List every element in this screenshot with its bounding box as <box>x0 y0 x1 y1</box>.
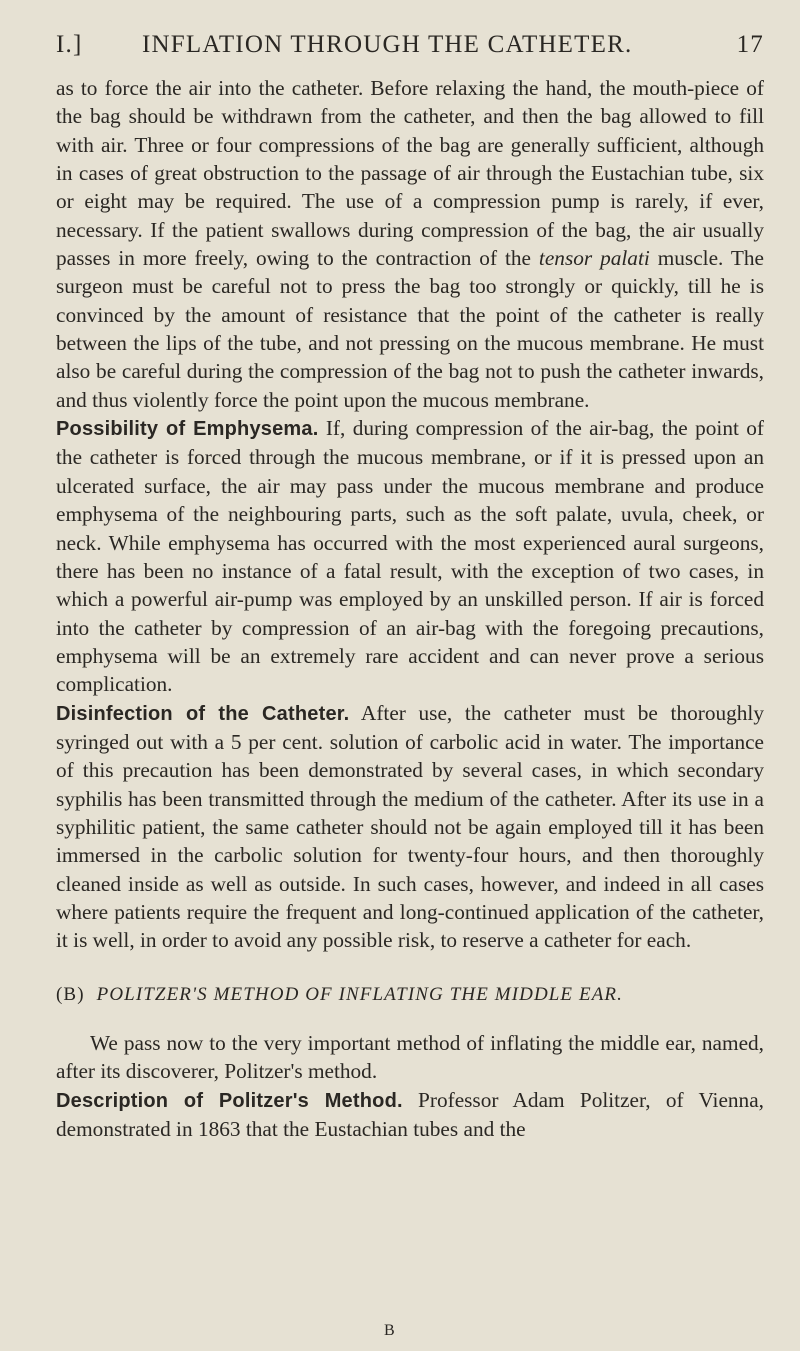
side-heading-disinfection: Disinfection of the Catheter. <box>56 702 350 725</box>
side-heading-politzer: Description of Politzer's Method. <box>56 1089 403 1112</box>
paragraph-text: After use, the catheter must be thoroughly syringed out with a 5 per cent. solution of carbolic acid in water. The importance of this precaution has been demonstrated by several cases, in which secondary syphilis has been transmitted through the medium of the catheter. After its use in a syphilitic patient, the same catheter should not be again employed till it has been immersed in the carbolic solution for twenty-four hours, and then thoroughly cleaned inside as well as outside. In such cases, however, and indeed in all cases where patients require the frequent and long-continued application of the catheter, it is well, in order to avoid any possible risk, to reserve a catheter for each. <box>56 700 764 953</box>
section-number: I.] <box>56 31 83 58</box>
body-text <box>56 74 764 1143</box>
paragraph-inflation-technique <box>56 74 764 414</box>
page-number: 17 <box>736 31 764 58</box>
running-title: INFLATION THROUGH THE CATHETER. <box>142 31 633 58</box>
paragraph-text-end: muscle. The surgeon must be careful not to press the bag too strongly or quickly, till he is convinced by the amount of resistance that the point of the catheter is really between the lips of the tube, and not pressing on the mucous membrane. He must also be careful during the compression of the bag not to push the catheter inwards, and thus violently force the point upon the mucous membrane. <box>56 246 764 412</box>
subsection-label: (B) <box>56 983 85 1005</box>
printer-signature: B <box>384 1322 396 1339</box>
paragraph-politzer-intro <box>56 1029 764 1086</box>
paragraph-text: Professor Adam Politzer, of Vienna, demonstrated in 1863 that the Eustachian tubes and the <box>56 1087 764 1142</box>
running-header <box>56 28 764 62</box>
side-heading-emphysema: Possibility of Emphysema. <box>56 418 319 441</box>
paragraph-emphysema <box>56 414 764 698</box>
paragraph-politzer-description <box>56 1086 764 1144</box>
italic-term: tensor palati <box>538 246 650 271</box>
paragraph-text: If, during compression of the air-bag, the point of the catheter is forced through the mucous membrane, or if it is pressed upon an ulcerated surface, the air may pass under the mucous membrane and produce emphysema of the neighbouring parts, such as the soft palate, uvula, cheek, or neck. While emphysema has occurred with the most experienced aural surgeons, there has been no instance of a fatal result, with the exception of two cases, in which a powerful air-pump was employed by an unskilled person. If air is forced into the catheter by compression of an air-bag with the foregoing precautions, emphysema will be an extremely rare accident and can never prove a serious complication. <box>56 416 764 697</box>
subsection-title: POLITZER'S METHOD OF INFLATING THE MIDDLE EAR. <box>96 983 623 1005</box>
subsection-heading <box>56 981 764 1009</box>
paragraph-text: We pass now to the very important method of inflating the middle ear, named, after its discoverer, Politzer's method. <box>56 1031 764 1084</box>
paragraph-text: as to force the air into the catheter. Before relaxing the hand, the mouth-piece of the bag should be withdrawn from the catheter, and then the bag allowed to fill with air. Three or four compressions of the bag are generally sufficient, although in cases of great obstruction to the passage of air through the Eustachian tube, six or eight may be required. The use of a compression pump is rarely, if ever, necessary. If the patient swallows during compression of the bag, the air usually passes in more freely, owing to the contraction of the <box>56 76 764 271</box>
paragraph-disinfection <box>56 699 764 955</box>
